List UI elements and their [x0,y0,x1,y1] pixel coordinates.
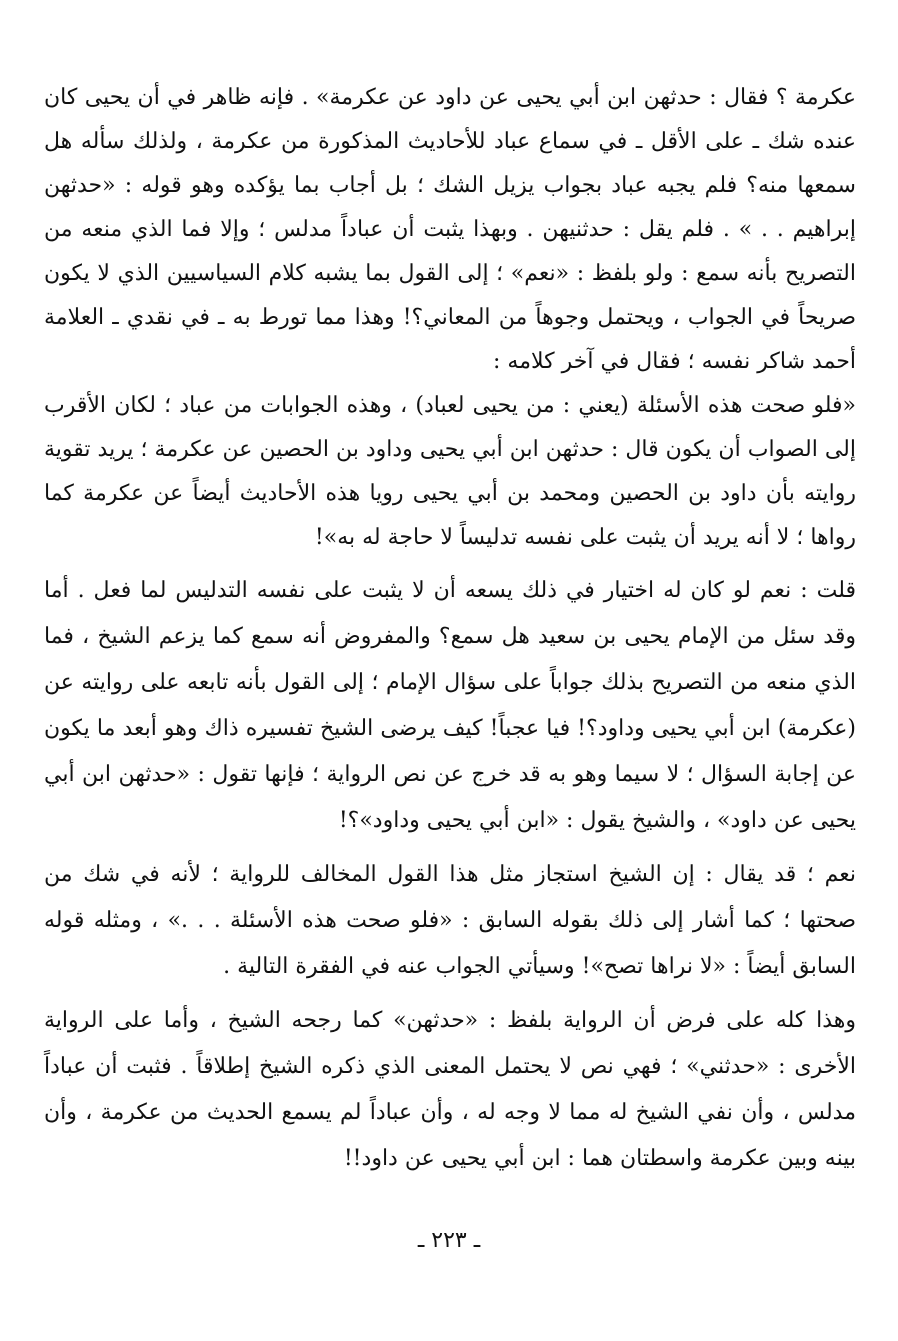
quotation-shakir: «فلو صحت هذه الأسئلة (يعني : من يحيى لعباد) ، وهذه الجوابات من عباد ؛ لكان الأقرب إلى الصواب أن يكون قال : حدثهن ابن أبي يحيى وداود بن الحصين عن عكرمة ؛ يريد تقوية روايته بأن داود بن الحصين ومحمد بن أبي يحيى رويا هذه الأحاديث أيضاً عن عكرمة كما رواها ؛ لا أنه يريد أن يثبت على نفسه تدليساً لا حاجة له به»! [44,393,856,550]
paragraph-objection: نعم ؛ قد يقال : إن الشيخ استجاز مثل هذا القول المخالف للرواية ؛ لأنه في شك من صحتها ؛ كما أشار إلى ذلك بقوله السابق : «فلو صحت هذه الأسئلة . . .» ، ومثله قوله السابق أيضاً : «لا نراها تصح»! وسيأتي الجواب عنه في الفقرة التالية . [44,862,856,979]
page-number: ـ ٢٢٣ ـ [417,1228,481,1253]
paragraph-argument: عكرمة ؟ فقال : حدثهن ابن أبي يحيى عن داود عن عكرمة» . فإنه ظاهر في أن يحيى كان عنده شك ـ على الأقل ـ في سماع عباد للأحاديث المذكورة من عكرمة ، ولذلك سأله هل سمعها منه؟ فلم يجبه عباد بجواب يزيل الشك ؛ بل أجاب بما يؤكده وهو قوله : «حدثهن إبراهيم . . » . فلم يقل : حدثنيهن . وبهذا يثبت أن عباداً مدلس ؛ وإلا فما الذي منعه من التصريح بأنه سمع : ولو بلفظ : «نعم» ؛ إلى القول بما يشبه كلام السياسيين الذي لا يكون صريحاً في الجواب ، ويحتمل وجوهاً من المعاني؟! وهذا مما تورط به ـ في نقدي ـ العلامة أحمد شاكر نفسه ؛ فقال في آخر كلامه : [44,85,856,374]
paragraph-conclusion: وهذا كله على فرض أن الرواية بلفظ : «حدثهن» كما رجحه الشيخ ، وأما على الرواية الأخرى : «حدثني» ؛ فهي نص لا يحتمل المعنى الذي ذكره الشيخ إطلاقاً . فثبت أن عباداً مدلس ، وأن نفي الشيخ له مما لا وجه له ، وأن عباداً لم يسمع الحديث من عكرمة ، وأن بينه وبين عكرمة واسطتان هما : ابن أبي يحيى عن داود!! [44,1008,856,1171]
paragraph-reply: قلت : نعم لو كان له اختيار في ذلك يسعه أن لا يثبت على نفسه التدليس لما فعل . أما وقد سئل من الإمام يحيى بن سعيد هل سمع؟ والمفروض أنه سمع كما يزعم الشيخ ، فما الذي منعه من التصريح بذلك جواباً على سؤال الإمام ؛ إلى القول بأنه تابعه على روايته عن (عكرمة) ابن أبي يحيى وداود؟! فيا عجباً! كيف يرضى الشيخ تفسيره ذاك وهو أبعد ما يكون عن إجابة السؤال ؛ لا سيما وهو به قد خرج عن نص الرواية ؛ فإنها تقول : «حدثهن ابن أبي يحيى عن داود» ، والشيخ يقول : «ابن أبي يحيى وداود»؟! [44,578,857,833]
page-body [44,76,856,1182]
